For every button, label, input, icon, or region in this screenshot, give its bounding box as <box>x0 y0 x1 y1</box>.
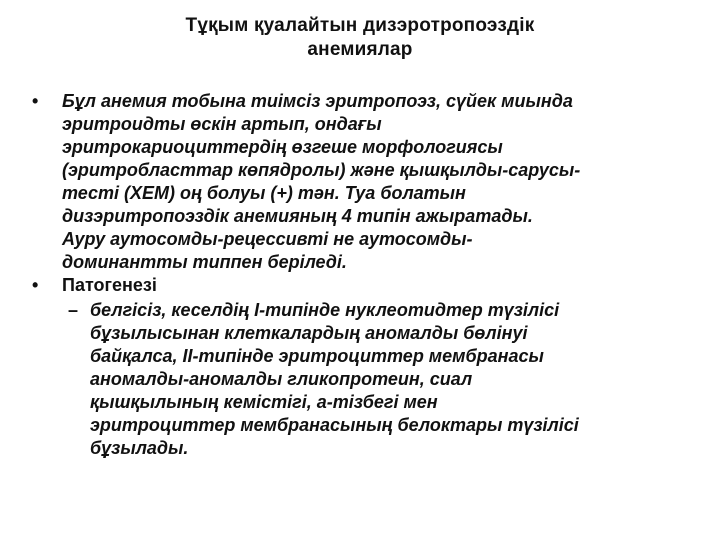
text-line: эритрокариоциттердің өзгеше морфологиясы <box>62 137 503 157</box>
bullet-description <box>30 90 690 274</box>
bullet-text <box>62 274 690 297</box>
title-line-1: Тұқым қуалайтын дизэротропоэздік <box>185 15 535 36</box>
text-line: байқалса, ІІ-типінде эритроциттер мембранасы <box>90 346 544 366</box>
text-line: эритроциттер мембранасының белоктары түзілісі <box>90 415 579 435</box>
text-line: аномалды-аномалды гликопротеин, сиал <box>90 369 473 389</box>
sub-bullet-pathogenesis <box>30 299 690 460</box>
text-line: Ауру аутосомды-рецессивті не аутосомды- <box>62 229 473 249</box>
text-line: қышқылының кемістігі, а-тізбегі мен <box>90 392 438 412</box>
slide-title <box>150 14 570 62</box>
text-line: бұзылысынан клеткалардың аномалды бөлінуі <box>90 323 528 343</box>
text-line: доминантты типпен беріледі. <box>62 252 347 272</box>
text-line: дизэритропоэздік анемияның 4 типін ажыратады. <box>62 206 533 226</box>
text-line: Патогенезі <box>62 275 157 295</box>
bullet-pathogenesis <box>30 274 690 297</box>
text-line: Бұл анемия тобына тиімсіз эритропоэз, сүйек миында <box>62 91 573 111</box>
text-line: тесті (ХЕМ) оң болуы (+) тән. Туа болатын <box>62 183 466 203</box>
text-line: бұзылады. <box>90 438 189 458</box>
text-line: белгісіз, кеселдің І-типінде нуклеотидтер түзілісі <box>90 300 560 320</box>
text-line: (эритробласттар көпядролы) және қышқылды-сарусы- <box>62 160 581 180</box>
sub-bullet-marker: – <box>68 300 79 320</box>
bullet-marker: • <box>32 275 39 295</box>
slide-body <box>30 90 690 460</box>
bullet-marker: • <box>32 91 39 111</box>
text-line: эритроидты өскін артып, ондағы <box>62 114 382 134</box>
bullet-text <box>62 90 690 274</box>
title-line-2: анемиялар <box>307 39 413 60</box>
